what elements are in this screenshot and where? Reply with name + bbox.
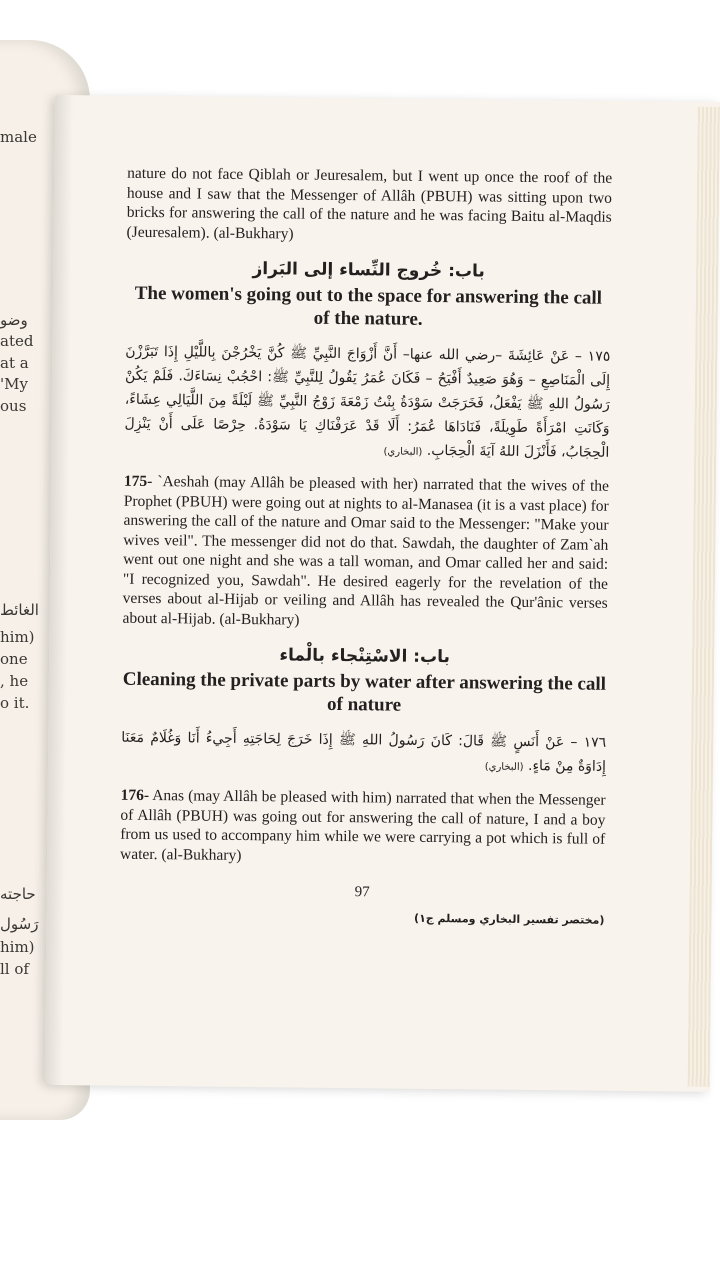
left-page-fragment: o it. (0, 694, 30, 712)
section1-english-body: `Aeshah (may Allâh be pleased with her) narrated that the wives of the Prophet (PBUH) were going out at nights to al-Manasea (it is a vast place) for answering the call of the nature and Omar said to the Messenger: "Make your wives veil". The messenger did not do that. Sawdah, the daughter of Zam`ah went out one night and she was a tall woman, and Omar called her and said: "I recognized you, Sawdah". He desired eagerly for the revelation of the verses about al-Hijab or veiling and Allâh has revealed the Qur'ânic verses about al-Hijab. (al-Bukhary) (122, 473, 610, 629)
section2-english-body: Anas (may Allâh be pleased with him) narrated that when the Messenger of Allâh (PBUH) was going out for answering the call of nature, I and a boy from us used to accompany him while we were carrying a pot which is full of water. (al-Bukhary) (119, 787, 606, 864)
left-page-fragment: at a (0, 354, 29, 372)
section1-english-heading: The women's going out to the space for answering the call of the nature. (134, 282, 603, 330)
section2-arabic-text (121, 726, 606, 781)
left-page-fragment: حاجته (0, 885, 36, 903)
hadith-number-176: 176- (120, 786, 150, 805)
left-page-fragment: male (0, 128, 37, 146)
footer-book-title: (مختصر تفسير البخاري ومسلم ج١) (414, 911, 605, 927)
section1-arabic-ref: (البخاري) (383, 446, 423, 458)
left-page-fragment: وضو (0, 311, 28, 329)
left-page-fragment: him) (0, 628, 35, 646)
left-page-fragment: ous (0, 397, 27, 415)
page-number: 97 (354, 884, 370, 901)
section2-arabic-ref: (البخاري) (484, 761, 524, 773)
hadith-number-175: 175- (123, 472, 153, 491)
section1-arabic-body: ١٧٥ – عَنْ عَائِشَةَ –رضي الله عنها– أَنَّ أَزْوَاجَ النَّبِيِّ ﷺ كُنَّ يَخْرُجْنَ بِاللَّيْلِ إِذَا تَبَرَّزْنَ إِلَى الْمَنَاصِعِ – وَهُوَ صَعِيدٌ أَفْيَحُ – فَكَانَ عُمَرُ يَقُولُ لِلنَّبِيِّ ﷺ: احْجُبْ نِسَاءَكَ. فَلَمْ يَكُنْ رَسُولُ اللهِ ﷺ يَفْعَلُ، فَخَرَجَتْ سَوْدَةُ بِنْتُ زَمْعَةَ زَوْجُ النَّبِيِّ ﷺ لَيْلَةً مِنَ اللَّيَالِي عِشَاءً، وَكَانَتِ امْرَأَةً طَوِيلَةً، فَنَادَاهَا عُمَرُ: أَلَا قَدْ عَرَفْنَاكِ يَا سَوْدَةُ. حِرْصًا عَلَى أَنْ يَنْزِلَ الْحِجَابُ، فَأَنْزَلَ اللهُ آيَةَ الْحِجَابِ. (124, 343, 611, 461)
intro-paragraph: nature do not face Qiblah or Jeuresalem, but I went up once the roof of the house and I saw that the Messenger of Allâh (PBUH) was sitting upon two bricks for answering the call of the nature and he was facing Baitu al-Maqdis (Jeuresalem). (al-Bukhary) (126, 164, 613, 243)
left-page-fragment: رَسُول (0, 915, 39, 933)
book-page (45, 95, 720, 1092)
section2-english-text (120, 786, 606, 869)
page-edge (688, 107, 720, 1087)
section1-arabic-text (124, 340, 610, 467)
section2-arabic-heading: باب: الاسْتِنْجاء بالْماء (279, 645, 450, 668)
left-page-fragment: الغائط (0, 601, 39, 619)
left-page-fragment: ll of (0, 960, 29, 978)
left-page-fragment: 'My (0, 375, 28, 393)
left-page-fragment: one (0, 650, 28, 668)
section2-english-heading: Cleaning the private parts by water after answering the call of nature (122, 668, 607, 716)
section1-arabic-heading: باب: خُروج النِّساء إلى البَراز (252, 259, 485, 282)
page-content (119, 164, 612, 927)
left-page-fragment: him) (0, 938, 35, 956)
section1-english-text (122, 472, 609, 633)
left-page-fragment: , he (0, 672, 29, 690)
section2-arabic-body: ١٧٦ – عَنْ أَنَسٍ ﷺ قَالَ: كَانَ رَسُولُ اللهِ ﷺ إِذَا خَرَجَ لِحَاجَتِهِ أَجِيءُ أَنَا وَغُلَامٌ مَعَنَا إِدَاوَةٌ مِنْ مَاءٍ. (121, 729, 607, 775)
left-page-fragment: ated (0, 332, 34, 350)
